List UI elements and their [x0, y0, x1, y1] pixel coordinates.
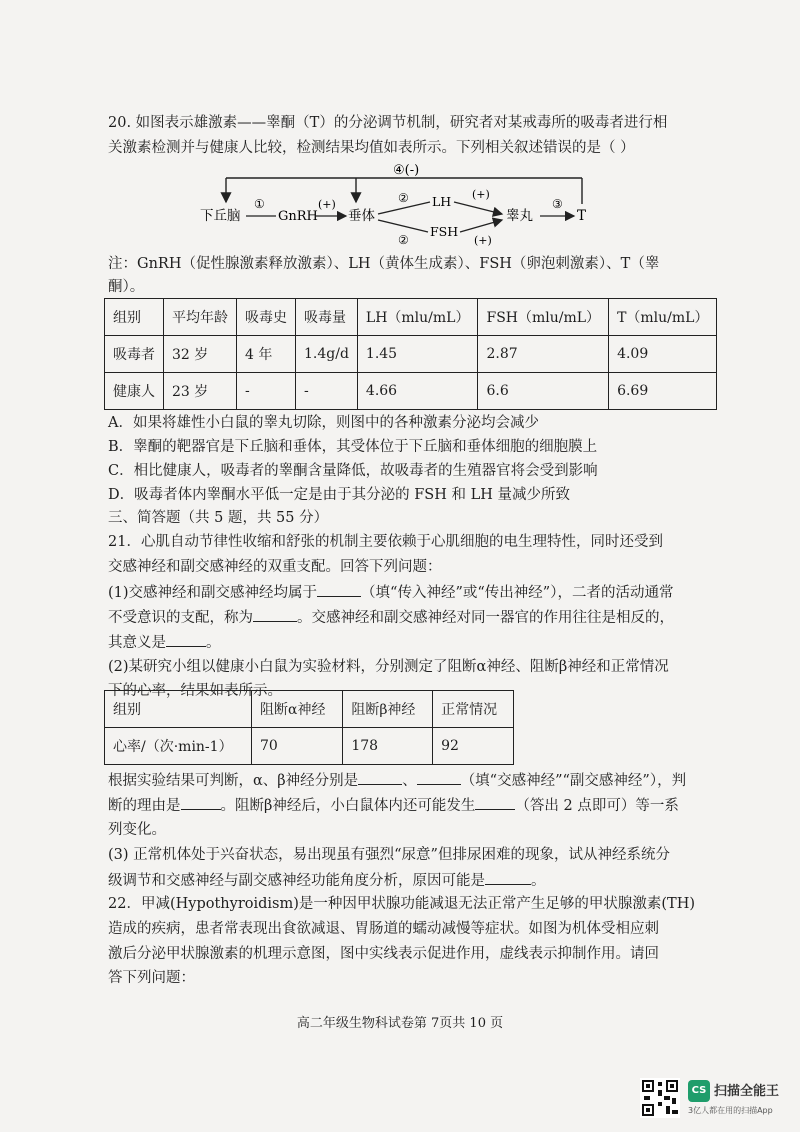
- hormone-regulation-diagram: [190, 158, 610, 250]
- plus-1-label: (+): [318, 198, 336, 211]
- table-row: [105, 373, 717, 410]
- table-header-cell: 正常情况: [433, 691, 514, 728]
- q21-text: 根据实验结果可判断，α、β神经分别是: [108, 773, 359, 789]
- q21-heart-rate-table: [104, 690, 514, 765]
- circle-2b-label: ②: [398, 233, 409, 247]
- table-cell: -: [296, 373, 358, 410]
- table-header-row: [105, 299, 717, 336]
- q20-stem-line2: 关激素检测并与健康人比较，检测结果均值如表所示。下列相关叙述错误的是（ ）: [108, 140, 635, 156]
- q21-text: 断的理由是: [108, 798, 181, 814]
- q21-part1-line1: [108, 582, 673, 603]
- q21-text: 、: [402, 773, 417, 789]
- q21-part2-line3: [108, 770, 686, 791]
- plus-3-label: (+): [474, 234, 492, 247]
- table-cell: -: [237, 373, 296, 410]
- table-header-cell: 组别: [105, 299, 164, 336]
- section-3-heading: 三、简答题（共 5 题，共 55 分）: [108, 510, 329, 526]
- table-row: [105, 336, 717, 373]
- table-cell: 4 年: [237, 336, 296, 373]
- table-header-cell: 阻断α神经: [252, 691, 343, 728]
- q21-stem-line1: 21．心肌自动节律性收缩和舒张的机制主要依赖于心肌细胞的电生理特性，同时还受到: [108, 534, 663, 550]
- answer-blank[interactable]: [317, 582, 361, 597]
- q21-text: （答出 2 点即可）等一系: [515, 798, 679, 814]
- q21-text: 。阻断β神经后，小白鼠体内还可能发生: [220, 798, 476, 814]
- plus-2-label: (+): [472, 188, 490, 201]
- q21-text: 其意义是: [108, 635, 166, 651]
- table-cell: 23 岁: [164, 373, 237, 410]
- circle-3-label: ③: [552, 197, 563, 211]
- table-header-row: [105, 691, 514, 728]
- q22-stem-line4: 答下列问题：: [108, 970, 195, 986]
- table-cell: 4.66: [357, 373, 478, 410]
- testis-label: 睾丸: [506, 208, 533, 224]
- camscanner-tagline: 3亿人都在用的扫描App: [688, 1106, 773, 1115]
- table-header-cell: 组别: [105, 691, 252, 728]
- arrow-pituitary-fsh: [378, 220, 428, 232]
- circle-2a-label: ②: [398, 191, 409, 205]
- q21-part3-line1: (3) 正常机体处于兴奋状态，易出现虽有强烈“尿意”但排尿困难的现象，试从神经系统分: [108, 847, 670, 863]
- q21-text: 。交感神经和副交感神经对同一器官的作用往往是相反的，: [297, 610, 674, 626]
- q22-stem-line1: 22．甲减(Hypothyroidism)是一种因甲状腺功能减退无法正常产生足够的甲状腺激素(TH): [108, 896, 696, 912]
- q21-text: 。: [206, 635, 221, 651]
- answer-blank[interactable]: [166, 632, 206, 647]
- q21-stem-line2: 交感神经和副交感神经的双重支配。回答下列问题：: [108, 559, 442, 575]
- table-cell: 2.87: [478, 336, 609, 373]
- q21-part1-line3: [108, 632, 221, 653]
- answer-blank[interactable]: [485, 870, 531, 885]
- table-header-cell: 阻断β神经: [343, 691, 433, 728]
- pituitary-label: 垂体: [348, 208, 375, 224]
- page-footer: 高二年级生物科试卷第 7页共 10 页: [296, 1016, 504, 1031]
- table-header-cell: FSH（mlu/mL）: [478, 299, 609, 336]
- gnrh-label: GnRH: [278, 209, 318, 224]
- lh-label: LH: [432, 194, 452, 209]
- table-cell: 1.4g/d: [296, 336, 358, 373]
- q20-option-d: D．吸毒者体内睾酮水平低一定是由于其分泌的 FSH 和 LH 量减少所致: [108, 487, 570, 503]
- table-cell: 心率/（次·min-1）: [105, 728, 252, 765]
- table-cell: 70: [252, 728, 343, 765]
- table-cell: 健康人: [105, 373, 164, 410]
- q21-part1-line2: [108, 607, 674, 628]
- q21-text: 不受意识的支配，称为: [108, 610, 253, 626]
- q22-stem-line2: 造成的疾病，患者常表现出食欲减退、胃肠道的蠕动减慢等症状。如图为机体受相应刺: [108, 921, 659, 937]
- table-cell: 吸毒者: [105, 336, 164, 373]
- arrow-lh-testis: [454, 202, 502, 214]
- q20-option-b: B．睾酮的靶器官是下丘脑和垂体，其受体位于下丘脑和垂体细胞的细胞膜上: [108, 439, 598, 455]
- q20-option-c: C．相比健康人，吸毒者的睾酮含量降低，故吸毒者的生殖器官将会受到影响: [108, 463, 598, 479]
- q20-note-line2: 酮）。: [108, 279, 145, 295]
- answer-blank[interactable]: [475, 795, 515, 810]
- arrow-fsh-testis: [460, 220, 502, 232]
- table-header-cell: 吸毒量: [296, 299, 358, 336]
- q21-text: （填“交感神经”“副交感神经”），判: [460, 773, 687, 789]
- table-cell: 32 岁: [164, 336, 237, 373]
- qr-code-icon: [640, 1078, 680, 1118]
- q21-text: 级调节和交感神经与副交感神经功能角度分析，原因可能是: [108, 873, 485, 889]
- q21-part2-line4: [108, 795, 679, 816]
- q21-part3-line2: [108, 870, 546, 891]
- q21-text: (1)交感神经和副交感神经均属于: [108, 585, 318, 601]
- table-cell: 6.69: [609, 373, 717, 410]
- q21-text: （填“传入神经”或“传出神经”），二者的活动通常: [361, 585, 674, 601]
- table-header-cell: 平均年龄: [164, 299, 237, 336]
- answer-blank[interactable]: [253, 607, 297, 622]
- answer-blank[interactable]: [358, 770, 402, 785]
- circle-1-label: ①: [254, 197, 265, 211]
- fsh-label: FSH: [430, 224, 459, 239]
- table-cell: 6.6: [478, 373, 609, 410]
- hypothalamus-label: 下丘脑: [200, 208, 241, 224]
- table-cell: 4.09: [609, 336, 717, 373]
- q20-hormone-table: [104, 298, 717, 410]
- table-header-cell: 吸毒史: [237, 299, 296, 336]
- table-row: [105, 728, 514, 765]
- t-label: T: [577, 208, 587, 224]
- table-cell: 1.45: [357, 336, 478, 373]
- camscanner-logo-icon: CS: [688, 1080, 710, 1102]
- q21-part2-line5: 列变化。: [108, 822, 166, 838]
- table-header-cell: T（mlu/mL）: [609, 299, 717, 336]
- q20-stem-line1: 20. 如图表示雄激素——睾酮（T）的分泌调节机制，研究者对某戒毒所的吸毒者进行相: [108, 115, 668, 131]
- q22-stem-line3: 激后分泌甲状腺激素的机理示意图，图中实线表示促进作用，虚线表示抑制作用。请回: [108, 946, 659, 962]
- q21-part2-line2: 下的心率，结果如表所示。: [108, 683, 282, 699]
- table-cell: 92: [433, 728, 514, 765]
- q20-note-line1: 注：GnRH（促性腺激素释放激素）、LH（黄体生成素）、FSH（卵泡刺激素）、T（睾: [108, 256, 660, 272]
- q21-text: 。: [531, 873, 546, 889]
- feedback-label: ④(-): [393, 163, 420, 178]
- camscanner-name: 扫描全能王: [714, 1084, 780, 1099]
- table-cell: 178: [343, 728, 433, 765]
- q21-part2-line1: (2)某研究小组以健康小白鼠为实验材料，分别测定了阻断α神经、阻断β神经和正常情况: [108, 659, 669, 675]
- q20-option-a: A．如果将雄性小白鼠的睾丸切除，则图中的各种激素分泌均会减少: [108, 415, 539, 431]
- table-header-cell: LH（mlu/mL）: [357, 299, 478, 336]
- answer-blank[interactable]: [181, 795, 221, 810]
- answer-blank[interactable]: [417, 770, 461, 785]
